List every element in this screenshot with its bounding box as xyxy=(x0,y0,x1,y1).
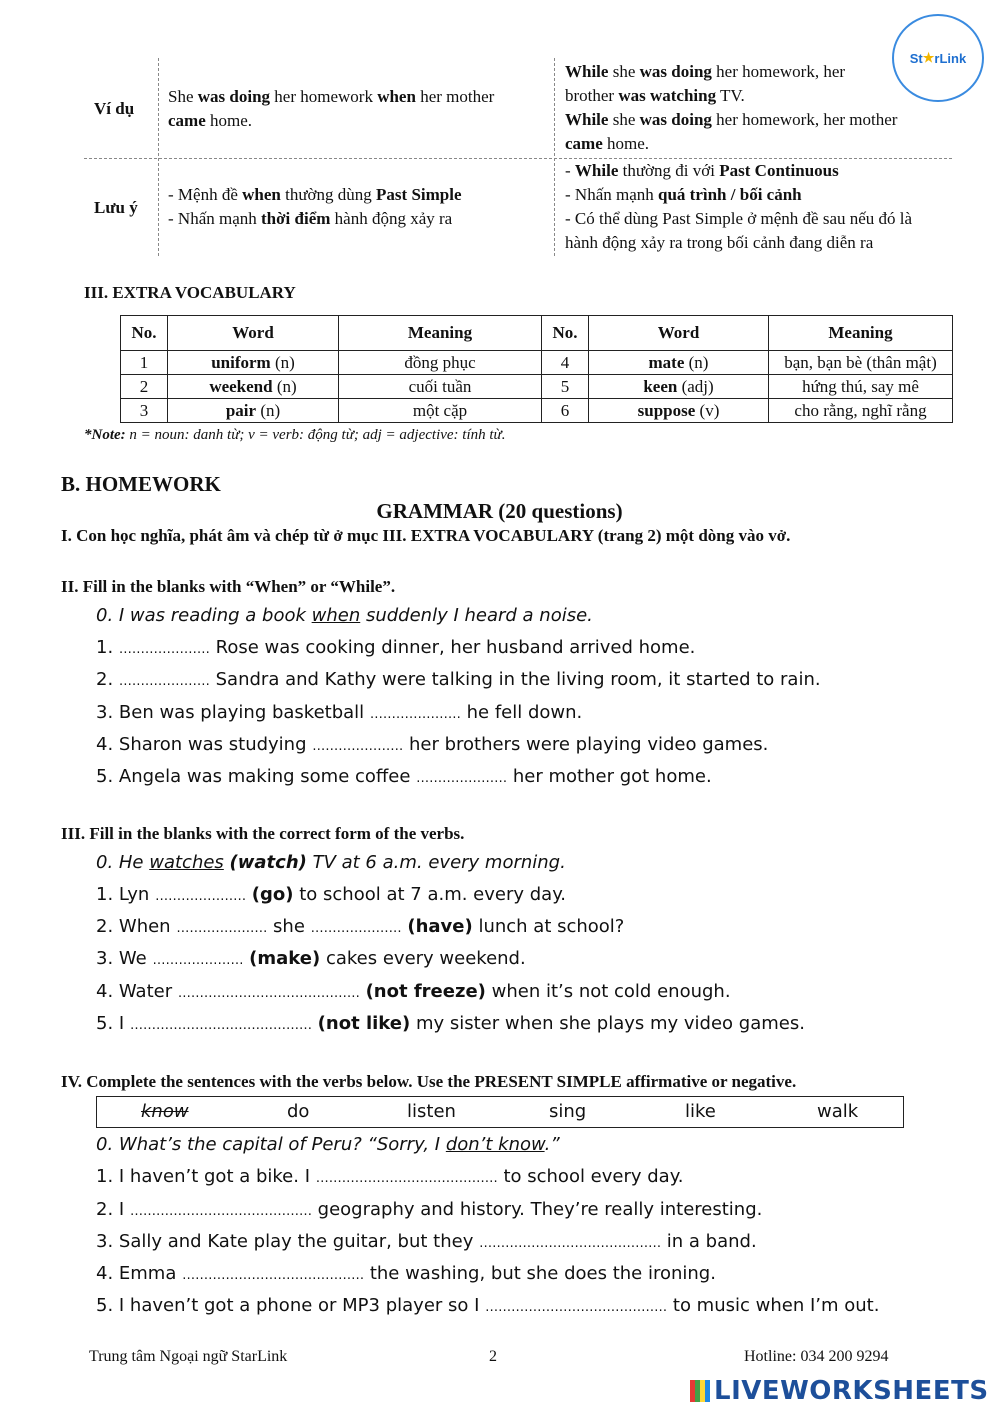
blank-field[interactable]: …………………………………… xyxy=(479,1236,662,1251)
blank-field[interactable]: …………………………………… xyxy=(315,1171,498,1186)
homework-title: B. HOMEWORK xyxy=(61,472,221,496)
section-3-example: 0. He watches (watch) TV at 6 a.m. every morning. xyxy=(96,852,566,873)
blank-field[interactable]: ………………… xyxy=(118,674,210,689)
section-4-example: 0. What’s the capital of Peru? “Sorry, I don’t know.” xyxy=(96,1134,560,1155)
list-item: 1. Lyn ………………… (go) to school at 7 a.m. every day. xyxy=(96,884,567,905)
section-3-title: III. Fill in the blanks with the correct form of the verbs. xyxy=(61,824,465,843)
section-1-title: I. Con học nghĩa, phát âm và chép từ ở mục III. EXTRA VOCABULARY (trang 2) một dòng vào vở. xyxy=(61,526,791,545)
grammar-title: GRAMMAR (20 questions) xyxy=(376,499,623,523)
word-box-item: walk xyxy=(817,1101,859,1122)
blank-field[interactable]: …………………………………… xyxy=(177,986,360,1001)
list-item: 5. Angela was making some coffee ………………… her mother got home. xyxy=(96,766,712,787)
list-item: 4. Sharon was studying ………………… her brothers were playing video games. xyxy=(96,734,769,755)
blank-field[interactable]: ………………… xyxy=(118,642,210,657)
blank-field[interactable]: ………………… xyxy=(416,771,508,786)
row1-when-text: She was doing her homework when her mother came home. xyxy=(168,87,495,130)
list-item: 4. Emma …………………………………… the washing, but she does the ironing. xyxy=(96,1263,716,1284)
word-box-item: know xyxy=(141,1101,189,1122)
blank-field[interactable]: ………………… xyxy=(155,889,247,904)
list-item: 4. Water …………………………………… (not freeze) when it’s not cold enough. xyxy=(96,981,731,1002)
section-2-title: II. Fill in the blanks with “When” or “While”. xyxy=(61,577,396,596)
page-number: 2 xyxy=(489,1348,497,1365)
blank-field[interactable]: …………………………………… xyxy=(182,1268,365,1283)
liveworksheets-logo-icon xyxy=(690,1380,710,1402)
table-row: 1 uniform (n) đồng phục 4 mate (n) bạn, bạn bè (thân mật) xyxy=(121,351,953,375)
word-box xyxy=(96,1096,904,1128)
list-item: 2. I …………………………………… geography and history. They’re really interesting. xyxy=(96,1199,763,1220)
starlink-logo: St ★ rLink xyxy=(892,14,984,102)
vocab-table xyxy=(120,315,953,423)
table-row: 2 weekend (n) cuối tuần 5 keen (adj) hứng thú, say mê xyxy=(121,375,953,399)
footer-hotline: Hotline: 034 200 9294 xyxy=(744,1348,889,1365)
list-item: 2. When ………………… she ………………… (have) lunch at school? xyxy=(96,916,625,937)
list-item: 1. ………………… Rose was cooking dinner, her husband arrived home. xyxy=(96,637,696,658)
section-4-title: IV. Complete the sentences with the verbs below. Use the PRESENT SIMPLE affirmative or negative. xyxy=(61,1072,797,1091)
compare-divider-2 xyxy=(554,58,555,256)
row1-while-text: While she was doing her homework, her brother was watching TV. While she was doing her homework, her mother came home. xyxy=(565,62,898,153)
list-item: 3. We ………………… (make) cakes every weekend. xyxy=(96,948,526,969)
word-box-item: do xyxy=(287,1101,310,1122)
section-2-example: 0. I was reading a book when suddenly I heard a noise. xyxy=(96,605,593,626)
vocab-title: III. EXTRA VOCABULARY xyxy=(84,283,296,302)
blank-field[interactable]: ………………… xyxy=(369,707,461,722)
list-item: 3. Sally and Kate play the guitar, but they …………………………………… in a band. xyxy=(96,1231,757,1252)
table-row: 3 pair (n) một cặp 6 suppose (v) cho rằng, nghĩ rằng xyxy=(121,399,953,423)
list-item: 1. I haven’t got a bike. I …………………………………… to school every day. xyxy=(96,1166,684,1187)
row2-while-text: - While thường đi với Past Continuous - Nhấn mạnh quá trình / bối cảnh - Có thể dùng Past Simple ở mệnh đề sau nếu đó là hành động xảy ra trong bối cảnh đang diễn ra xyxy=(565,161,913,252)
list-item: 5. I …………………………………… (not like) my sister when she plays my video games. xyxy=(96,1013,805,1034)
blank-field[interactable]: ………………… xyxy=(310,921,402,936)
footer-left: Trung tâm Ngoại ngữ StarLink xyxy=(89,1348,288,1365)
word-box-item: listen xyxy=(407,1101,456,1122)
blank-field[interactable]: ………………… xyxy=(152,953,244,968)
blank-field[interactable]: …………………………………… xyxy=(485,1300,668,1315)
liveworksheets-watermark: LIVEWORKSHEETS xyxy=(690,1376,989,1406)
vocab-header-row: No. Word Meaning No. Word Meaning xyxy=(121,316,953,351)
blank-field[interactable]: …………………………………… xyxy=(129,1018,312,1033)
word-box-item: sing xyxy=(549,1101,587,1122)
row2-label: Lưu ý xyxy=(94,198,138,217)
row2-when-text: - Mệnh đề when thường dùng Past Simple - Nhấn mạnh thời điểm hành động xảy ra xyxy=(168,185,462,228)
blank-field[interactable]: ………………… xyxy=(312,739,404,754)
row1-label: Ví dụ xyxy=(94,99,135,118)
list-item: 3. Ben was playing basketball ………………… he fell down. xyxy=(96,702,583,723)
list-item: 2. ………………… Sandra and Kathy were talking in the living room, it started to rain. xyxy=(96,669,821,690)
blank-field[interactable]: ………………… xyxy=(176,921,268,936)
list-item: 5. I haven’t got a phone or MP3 player so I …………………………………… to music when I’m out. xyxy=(96,1295,880,1316)
blank-field[interactable]: …………………………………… xyxy=(129,1204,312,1219)
compare-divider-1 xyxy=(158,58,159,256)
word-box-item: like xyxy=(685,1101,716,1122)
vocab-note: *Note: n = noun: danh từ; v = verb: động từ; adj = adjective: tính từ. xyxy=(84,427,506,443)
